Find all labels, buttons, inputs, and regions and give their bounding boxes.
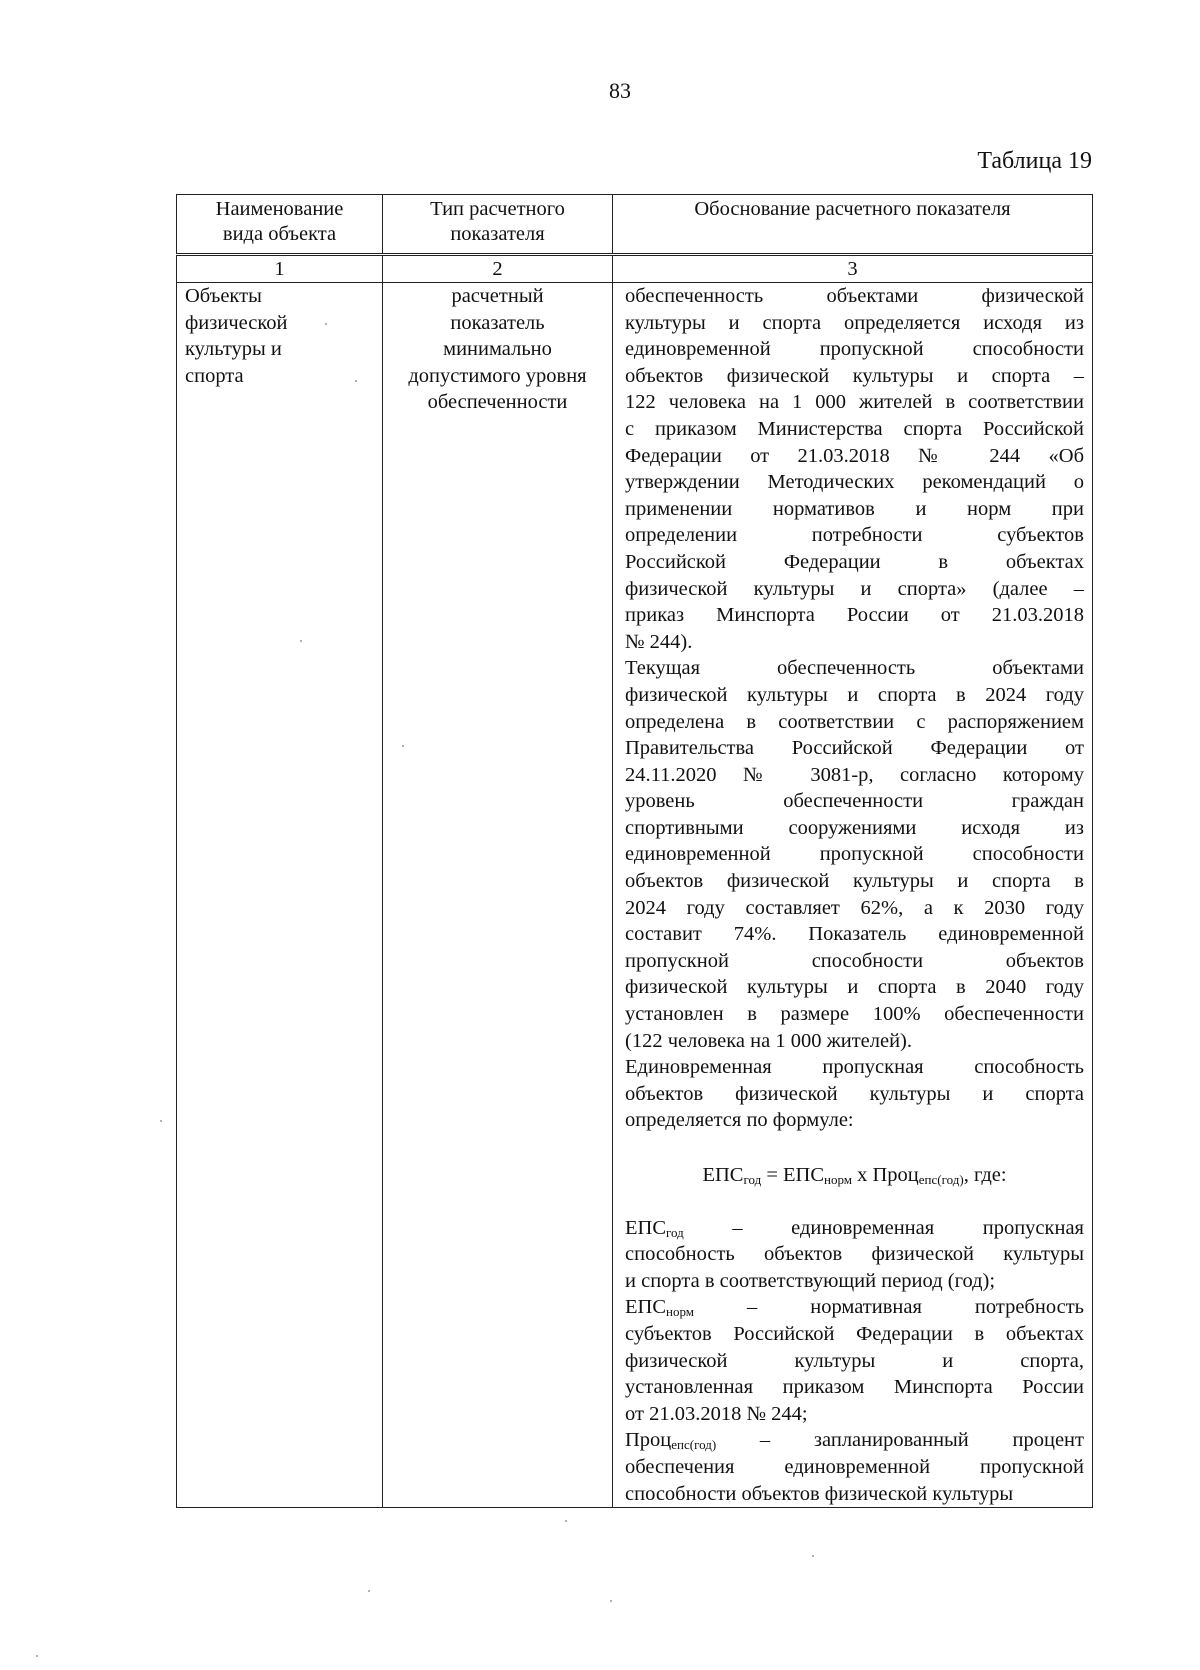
scan-speck (160, 1120, 162, 1122)
justification-line: 2024 году составляет 62%, а к 2030 году (625, 896, 1084, 919)
term-definition-line (625, 1215, 1084, 1242)
formula-lhs-sub: год (743, 1172, 762, 1187)
justification-line: физической культуры и спорта в 2040 году (625, 976, 1084, 999)
column-number-row (177, 255, 1093, 283)
term-definition-line: от 21.03.2018 № 244; (625, 1402, 808, 1425)
header-col2 (383, 195, 613, 255)
table-header-row (177, 195, 1093, 255)
column-number: 3 (613, 255, 1093, 283)
justification-line: физической культуры и спорта» (далее – (625, 577, 1084, 600)
header-col3 (613, 195, 1093, 255)
term-symbol-sub: норм (666, 1304, 694, 1320)
header-col3-line: Обоснование расчетного показателя (694, 198, 1011, 220)
formula-tail: , где: (963, 1164, 1007, 1186)
indicator-type-line: показатель (450, 311, 545, 334)
formula (625, 1162, 1084, 1189)
scan-speck (368, 1590, 370, 1592)
term-definition-line: физической культуры и спорта, (625, 1349, 1084, 1372)
justification-line: составит 74%. Показатель единовременной (625, 923, 1084, 946)
indicator-type-line: расчетный (451, 285, 544, 307)
scan-speck (36, 1655, 38, 1657)
term-first-line: – единовременная пропускная (683, 1216, 1084, 1239)
justification-line: утверждении Методических рекомендаций о (625, 471, 1084, 494)
term-definition-line: способности объектов физической культуры (625, 1482, 1014, 1505)
table-row (177, 283, 1093, 1508)
object-type-line: культуры и (185, 338, 282, 361)
justification-line: № 244). (625, 630, 693, 653)
justification-line: (122 человека на 1 000 жителей). (625, 1029, 913, 1052)
justification-paragraph (625, 283, 1084, 655)
object-type-line: физической (185, 311, 288, 334)
formula-terms (625, 1215, 1084, 1508)
term-symbol-sub: епс(год) (671, 1437, 717, 1453)
scan-speck (565, 1520, 567, 1522)
object-type-line: спорта (185, 364, 244, 387)
term-symbol: ЕПС (625, 1296, 666, 1319)
justification-line: пропускной способности объектов (625, 949, 1084, 972)
term-definition-line: субъектов Российской Федерации в объектах (625, 1322, 1084, 1345)
term-symbol-sub: год (666, 1224, 684, 1240)
scan-speck (355, 380, 357, 382)
justification-line: приказ Минспорта России от 21.03.2018 (625, 604, 1084, 627)
justification-line: культуры и спорта определяется исходя из (625, 311, 1084, 334)
indicator-type-line: минимально (443, 338, 552, 361)
justification-line: определяется по формуле: (625, 1109, 854, 1132)
term-definition-line: обеспечения единовременной пропускной (625, 1455, 1084, 1478)
justification-line: единовременной пропускной способности (625, 843, 1084, 866)
term-first-line: – нормативная потребность (694, 1296, 1084, 1319)
header-col2-line: показателя (450, 223, 545, 245)
justification-line: объектов физической культуры и спорта в (625, 870, 1084, 893)
indicator-type-line: допустимого уровня (408, 364, 587, 387)
justification-line: 122 человека на 1 000 жителей в соответствии (625, 391, 1084, 414)
justification-line: объектов физической культуры и спорта – (625, 364, 1084, 387)
data-table (176, 194, 1093, 1508)
scan-speck (300, 640, 302, 642)
term-first-line: – запланированный процент (716, 1429, 1084, 1452)
justification-line: единовременной пропускной способности (625, 338, 1084, 361)
header-col1-line: вида объекта (222, 223, 337, 245)
formula-lhs: ЕПС (702, 1164, 744, 1186)
indicator-type-line: обеспеченности (427, 391, 568, 414)
justification-line: Правительства Российской Федерации от (625, 737, 1084, 760)
term-definition-line (625, 1427, 1084, 1454)
header-col2-line: Тип расчетного (430, 198, 565, 220)
formula-mult: x Проц (852, 1164, 919, 1186)
justification-paragraph (625, 655, 1084, 1054)
term-definition-line: и спорта в соответствующий период (год); (625, 1269, 996, 1292)
scan-speck (610, 1600, 612, 1602)
scan-speck (402, 745, 404, 747)
term-definition-line (625, 1294, 1084, 1321)
indicator-type-cell (383, 283, 613, 1508)
table-label: Таблица 19 (977, 148, 1092, 174)
header-col1 (177, 195, 383, 255)
column-number: 2 (383, 255, 613, 283)
term-definition-line: способность объектов физической культуры (625, 1243, 1084, 1266)
page-number: 83 (609, 78, 631, 103)
term-symbol: Проц (625, 1429, 672, 1452)
column-number: 1 (177, 255, 383, 283)
justification-line: Российской Федерации в объектах (625, 550, 1084, 573)
justification-line: с приказом Министерства спорта Российской (625, 417, 1084, 440)
justification-line: 24.11.2020 № 3081-р, согласно которому (625, 763, 1084, 786)
justification-line: определена в соответствии с распоряжением (625, 710, 1084, 733)
justification-paragraph (625, 1054, 1084, 1134)
justification-line: уровень обеспеченности граждан (625, 790, 1084, 813)
justification-line: объектов физической культуры и спорта (625, 1082, 1084, 1105)
justification-line: применении нормативов и норм при (625, 497, 1084, 520)
header-col1-line: Наименование (215, 198, 344, 220)
justification-line: Текущая обеспеченность объектами (625, 657, 1084, 680)
scan-speck (325, 323, 327, 325)
justification-line: спортивными сооружениями исходя из (625, 816, 1084, 839)
object-type-line: Объекты (185, 285, 262, 307)
term-definition-line: установленная приказом Минспорта России (625, 1376, 1084, 1399)
justification-cell (613, 283, 1093, 1508)
formula-rhs2-sub: епс(год) (918, 1172, 964, 1187)
term-symbol: ЕПС (625, 1216, 666, 1239)
justification-line: установлен в размере 100% обеспеченности (625, 1003, 1084, 1026)
justification-line: определении потребности субъектов (625, 524, 1084, 547)
scan-speck (812, 1555, 814, 1557)
justification-line: физической культуры и спорта в 2024 году (625, 683, 1084, 706)
justification-line: обеспеченность объектами физической (625, 285, 1084, 307)
justification-line: Федерации от 21.03.2018 № 244 «Об (625, 444, 1084, 467)
formula-eq: = ЕПС (761, 1164, 824, 1186)
object-type-cell (177, 283, 383, 1508)
formula-rhs1-sub: норм (824, 1172, 852, 1187)
justification-line: Единовременная пропускная способность (625, 1056, 1084, 1079)
